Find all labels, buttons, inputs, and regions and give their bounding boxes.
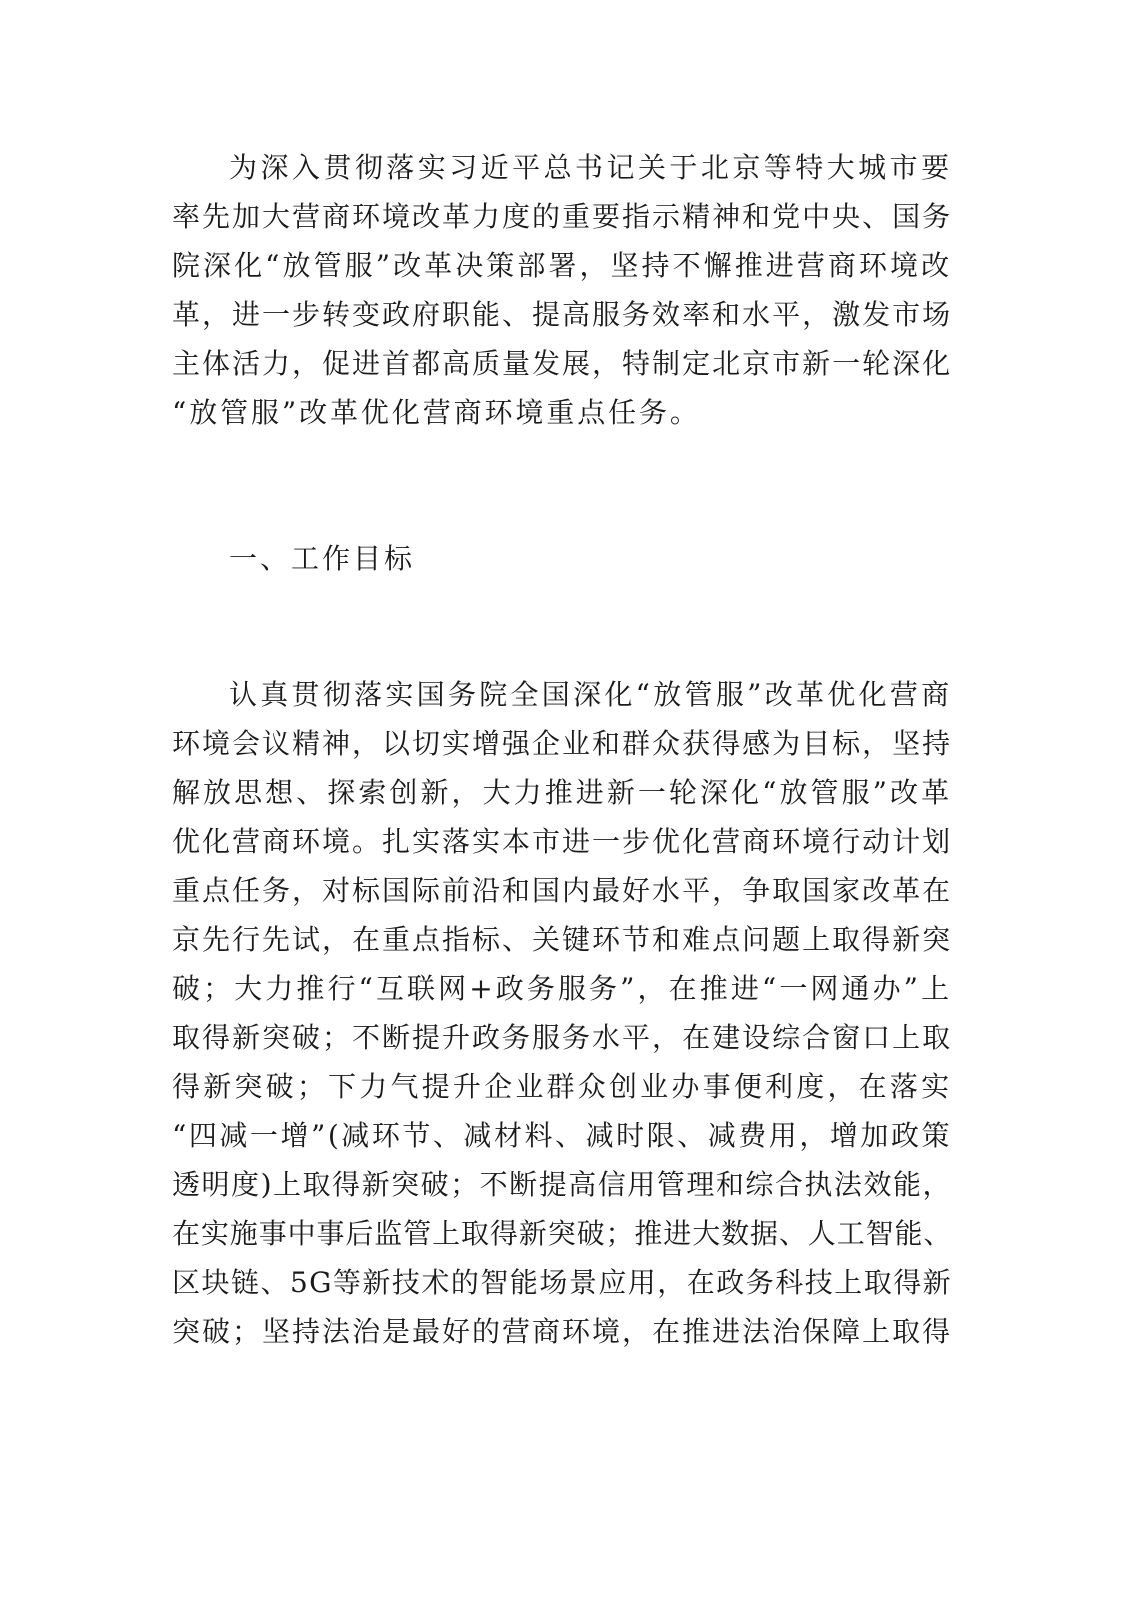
body-line-1: 认真贯彻落实国务院全国深化“放管服”改革优化营商 <box>229 678 952 711</box>
section-heading: 一、工作目标 <box>229 542 416 575</box>
body-line-13: 区块链、5G等新技术的智能场景应用，在政务科技上取得新 <box>172 1266 952 1299</box>
body-line-14: 突破；坚持法治是最好的营商环境，在推进法治保障上取得 <box>172 1315 952 1348</box>
intro-line-1: 为深入贯彻落实习近平总书记关于北京等特大城市要 <box>229 151 952 184</box>
body-line-11: 透明度)上取得新突破；不断提高信用管理和综合执法效能， <box>172 1168 952 1201</box>
intro-line-4: 革，进一步转变政府职能、提高服务效率和水平，激发市场 <box>172 298 952 331</box>
intro-line-3: 院深化“放管服”改革决策部署，坚持不懈推进营商环境改 <box>172 249 952 282</box>
body-line-2: 环境会议精神，以切实增强企业和群众获得感为目标，坚持 <box>172 727 952 760</box>
body-line-4: 优化营商环境。扎实落实本市进一步优化营商环境行动计划 <box>172 825 952 858</box>
body-line-5: 重点任务，对标国际前沿和国内最好水平，争取国家改革在 <box>172 874 952 907</box>
body-line-8: 取得新突破；不断提升政务服务水平，在建设综合窗口上取 <box>172 1021 952 1054</box>
intro-line-5: 主体活力，促进首都高质量发展，特制定北京市新一轮深化 <box>172 347 952 380</box>
intro-line-6: “放管服”改革优化营商环境重点任务。 <box>172 396 701 429</box>
body-line-6: 京先行先试，在重点指标、关键环节和难点问题上取得新突 <box>172 923 952 956</box>
intro-line-2: 率先加大营商环境改革力度的重要指示精神和党中央、国务 <box>172 200 952 233</box>
body-line-7: 破；大力推行“互联网+政务服务”，在推进“一网通办”上 <box>172 972 952 1005</box>
body-line-10: “四减一增”(减环节、减材料、减时限、减费用，增加政策 <box>172 1119 952 1152</box>
body-line-3: 解放思想、探索创新，大力推进新一轮深化“放管服”改革 <box>172 776 952 809</box>
body-line-12: 在实施事中事后监管上取得新突破；推进大数据、人工智能、 <box>172 1217 953 1250</box>
body-line-9: 得新突破；下力气提升企业群众创业办事便利度，在落实 <box>172 1070 952 1103</box>
